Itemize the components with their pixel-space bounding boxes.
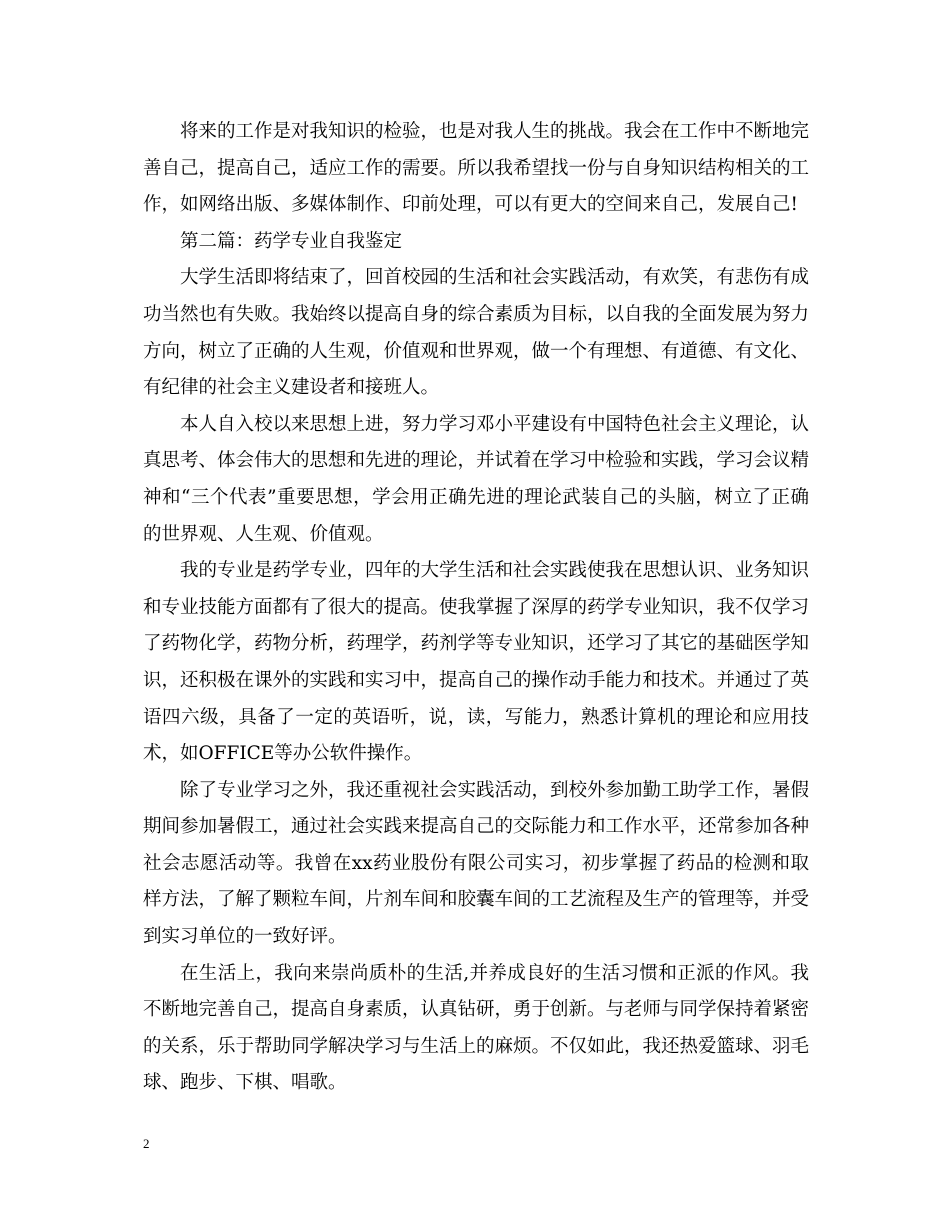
section-heading: 第二篇：药学专业自我鉴定	[180, 230, 403, 252]
document-body	[143, 114, 809, 1102]
paragraph-life: 在生活上，我向来崇尚质朴的生活,并养成良好的生活习惯和正派的作风。我不断地完善自己，提高自身素质，认真钻研，勇于创新。与老师与同学保持着紧密的关系，乐于帮助同学解决学习与生活上的麻烦。不仅如此，我还热爱篮球、羽毛球、跑步、下棋、唱歌。	[143, 962, 810, 1094]
page-number: 2	[143, 1136, 150, 1151]
paragraph-career-goal: 将来的工作是对我知识的检验，也是对我人生的挑战。我会在工作中不断地完善自己，提高自己，适应工作的需要。所以我希望找一份与自身知识结构相关的工作，如网络出版、多媒体制作、印前处理，可以有更大的空间来自己，发展自己!	[143, 121, 810, 216]
paragraph-ideology: 本人自入校以来思想上进，努力学习邓小平建设有中国特色社会主义理论，认真思考、体会伟大的思想和先进的理论，并试着在学习中检验和实践，学习会议精神和“三个代表”重要思想，学会用正确先进的理论武装自己的头脑，树立了正确的世界观、人生观、价值观。	[143, 413, 810, 545]
paragraph-major: 我的专业是药学专业，四年的大学生活和社会实践使我在思想认识、业务知识和专业技能方面都有了很大的提高。使我掌握了深厚的药学专业知识，我不仅学习了药物化学，药物分析，药理学，药剂学等专业知识，还学习了其它的基础医学知识，还积极在课外的实践和实习中，提高自己的操作动手能力和技术。并通过了英语四六级，具备了一定的英语听，说，读，写能力，熟悉计算机的理论和应用技术，如OFFICE等办公软件操作。	[143, 560, 810, 765]
paragraph-introduction: 大学生活即将结束了，回首校园的生活和社会实践活动，有欢笑，有悲伤有成功当然也有失败。我始终以提高自身的综合素质为目标，以自我的全面发展为努力方向，树立了正确的人生观，价值观和世界观，做一个有理想、有道德、有文化、有纪律的社会主义建设者和接班人。	[143, 267, 810, 399]
paragraph-practice: 除了专业学习之外，我还重视社会实践活动，到校外参加勤工助学工作，暑假期间参加暑假工，通过社会实践来提高自己的交际能力和工作水平，还常参加各种社会志愿活动等。我曾在xx药业股份有限公司实习，初步掌握了药品的检测和取样方法，了解了颗粒车间，片剂车间和胶囊车间的工艺流程及生产的管理等，并受到实习单位的一致好评。	[143, 779, 810, 948]
